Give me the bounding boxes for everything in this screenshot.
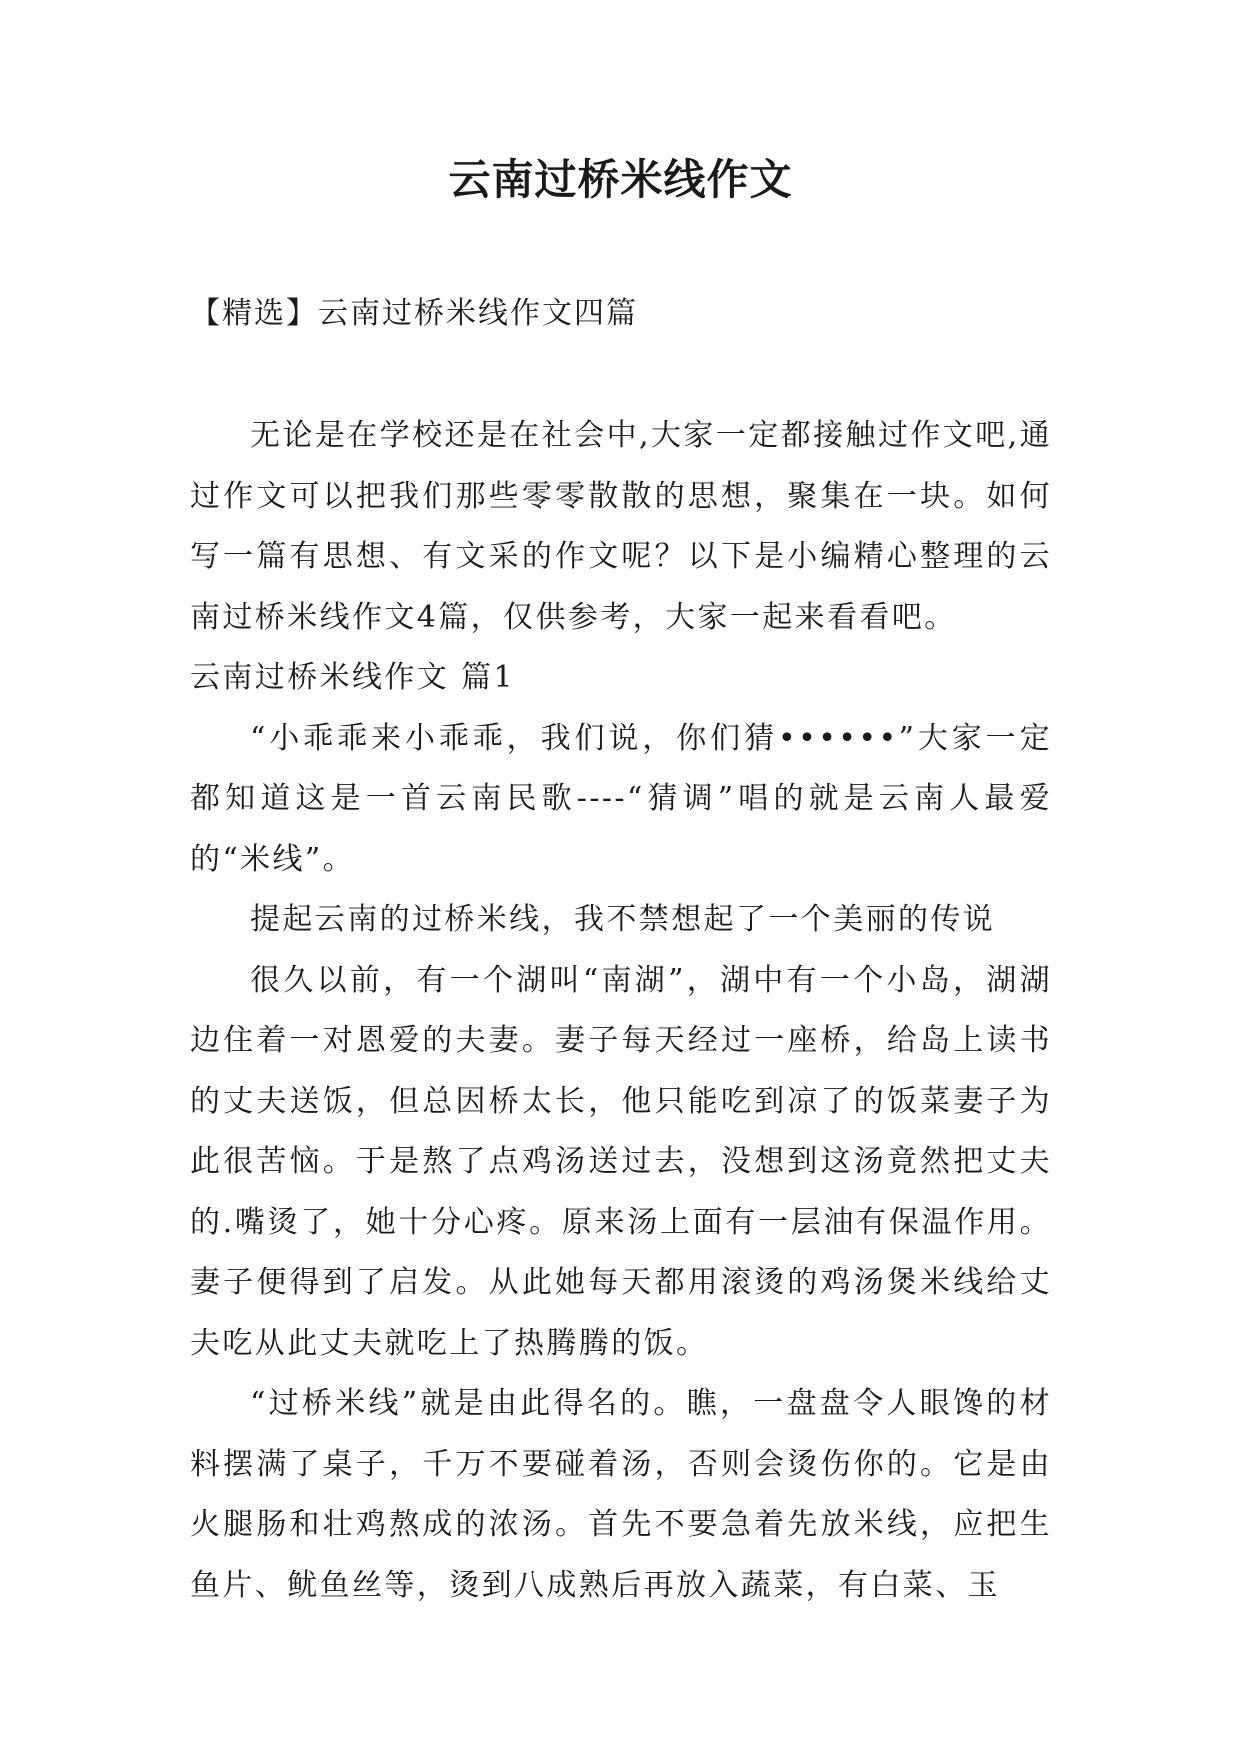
paragraph-intro: 无论是在学校还是在社会中,大家一定都接触过作文吧,通过作文可以把我们那些零零散散的思想，聚集在一块。如何写一篇有思想、有文采的作文呢？以下是小编精心整理的云南过桥米线作文4篇，仅供参考，大家一起来看看吧。 [190, 418, 1052, 635]
paragraph-name-origin: “过桥米线”就是由此得名的。瞧，一盘盘令人眼馋的材料摆满了桌子，千万不要碰着汤，否则会烫伤你的。它是由火腿肠和壮鸡熬成的浓汤。首先不要急着先放米线，应把生鱼片、鱿鱼丝等，烫到八成熟后再放入蔬菜，有白菜、玉 [190, 1386, 1052, 1603]
document-subtitle: 【精选】云南过桥米线作文四篇 [190, 296, 638, 331]
paragraph-legend-intro: 提起云南的过桥米线，我不禁想起了一个美丽的传说 [250, 902, 996, 937]
document-body [190, 406, 1052, 1616]
paragraph-folk-song: “小乖乖来小乖乖，我们说，你们猜••••••”大家一定都知道这是一首云南民歌----“猜调”唱的就是云南人最爱的“米线”。 [190, 720, 1052, 877]
paragraph-legend: 很久以前，有一个湖叫“南湖”，湖中有一个小岛，湖湖边住着一对恩爱的夫妻。妻子每天经过一座桥，给岛上读书的丈夫送饭，但总因桥太长，他只能吃到凉了的饭菜妻子为此很苦恼。于是熬了点鸡汤送过去，没想到这汤竟然把丈夫的.嘴烫了，她十分心疼。原来汤上面有一层油有保温作用。妻子便得到了启发。从此她每天都用滚烫的鸡汤煲米线给丈夫吃从此丈夫就吃上了热腾腾的饭。 [190, 962, 1052, 1361]
document-title: 云南过桥米线作文 [448, 155, 793, 204]
section-heading: 云南过桥米线作文 篇1 [190, 660, 516, 695]
